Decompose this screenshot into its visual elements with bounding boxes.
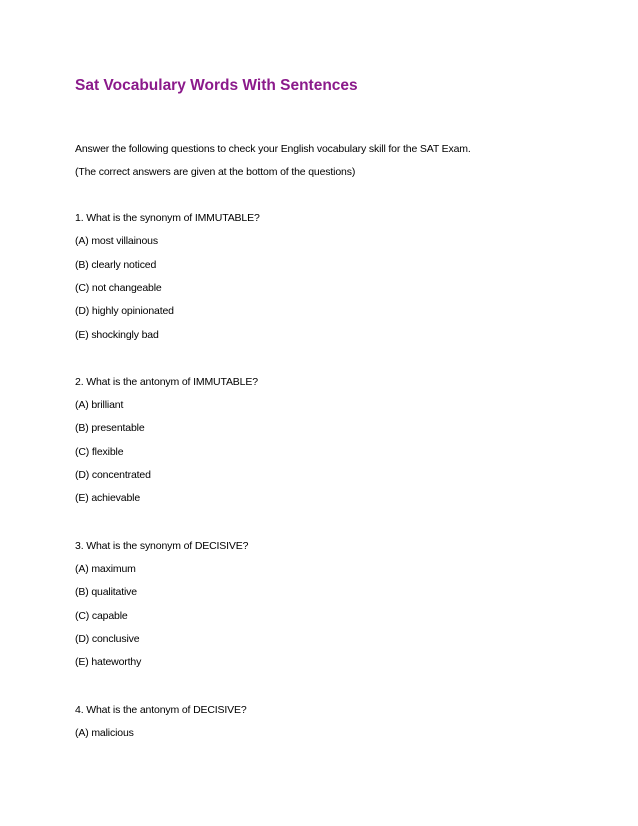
question-1-option-c: (C) not changeable [75, 282, 162, 294]
question-2-option-e: (E) achievable [75, 492, 141, 504]
question-3-option-b: (B) qualitative [75, 586, 137, 598]
intro-line-1: Answer the following questions to check your English vocabulary skill for the SAT Exam. [75, 143, 471, 155]
question-3-option-c: (C) capable [75, 610, 128, 622]
question-3-option-a: (A) maximum [75, 563, 136, 575]
question-1-option-e: (E) shockingly bad [75, 329, 159, 341]
question-2-option-d: (D) concentrated [75, 469, 151, 481]
question-1-option-b: (B) clearly noticed [75, 259, 157, 271]
question-1-option-d: (D) highly opinionated [75, 305, 174, 317]
question-4-option-a: (A) malicious [75, 727, 134, 739]
question-2-option-c: (C) flexible [75, 446, 124, 458]
document-title: Sat Vocabulary Words With Sentences [75, 77, 358, 94]
question-3-option-e: (E) hateworthy [75, 656, 142, 668]
intro-line-2: (The correct answers are given at the bottom of the questions) [75, 166, 356, 178]
question-1-option-a: (A) most villainous [75, 235, 158, 247]
question-3-option-d: (D) conclusive [75, 633, 140, 645]
question-2-option-a: (A) brilliant [75, 399, 124, 411]
question-1-prompt: 1. What is the synonym of IMMUTABLE? [75, 212, 260, 224]
question-4-prompt: 4. What is the antonym of DECISIVE? [75, 704, 247, 716]
question-2-prompt: 2. What is the antonym of IMMUTABLE? [75, 376, 258, 388]
question-2-option-b: (B) presentable [75, 422, 145, 434]
question-3-prompt: 3. What is the synonym of DECISIVE? [75, 540, 249, 552]
